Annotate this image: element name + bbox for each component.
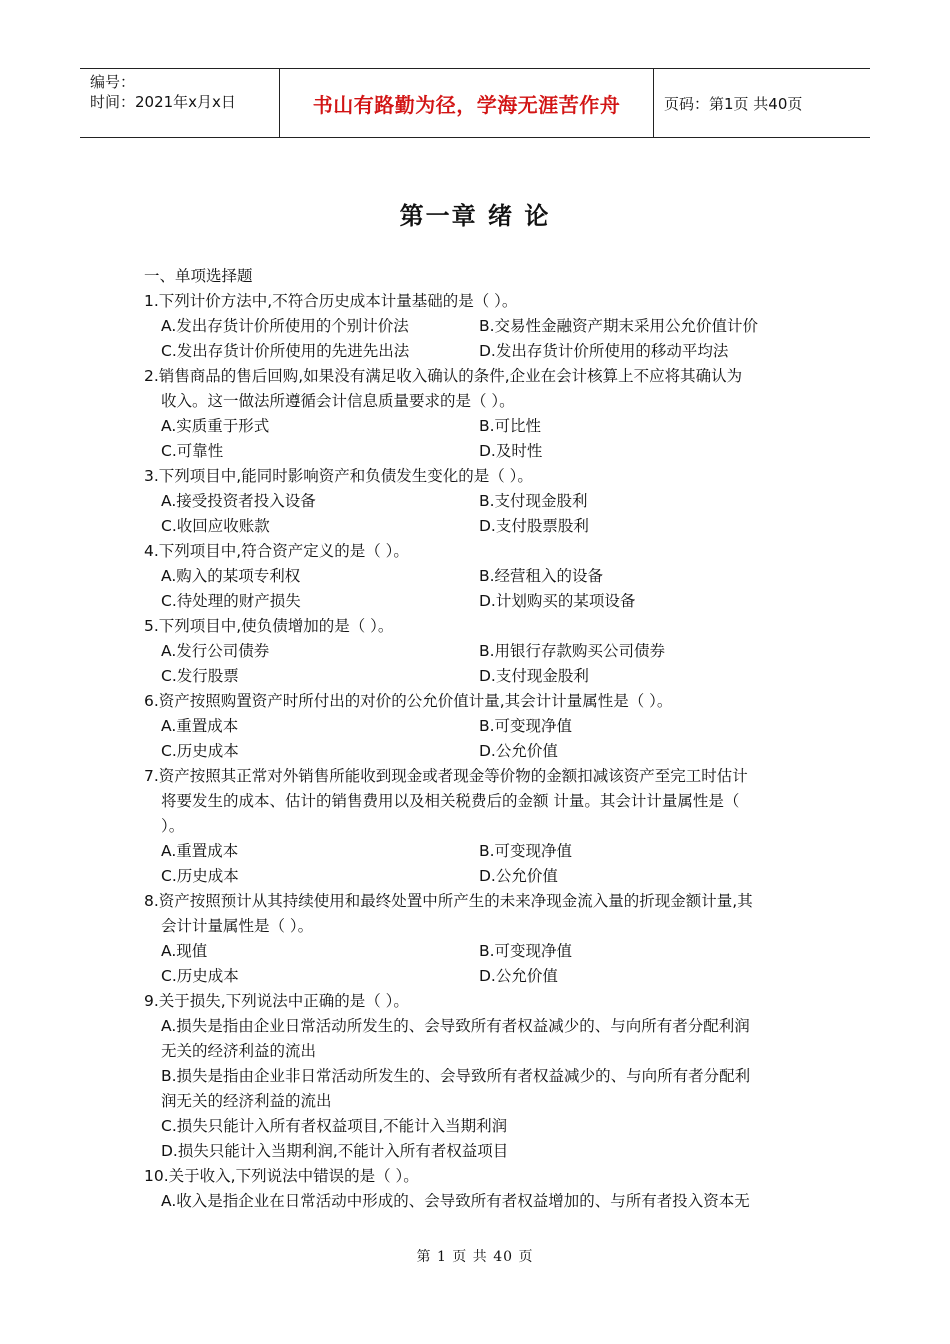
question-8: 8.资产按照预计从其持续使用和最终处置中所产生的未来净现金流入量的折现金额计量,其	[144, 892, 753, 910]
question-3: 3.下列项目中,能同时影响资产和负债发生变化的是（ ）。	[144, 467, 533, 485]
option-a: A.实质重于形式	[161, 417, 270, 435]
section-title: 一、单项选择题	[144, 267, 253, 285]
question-8-continued: 会计计量属性是（ ）。	[161, 917, 314, 935]
question-2-continued: 收入。这一做法所遵循会计信息质量要求的是（ ）。	[161, 392, 515, 410]
header-page-cell	[654, 69, 870, 137]
options-row	[140, 664, 820, 689]
option-b: B.可变现净值	[479, 942, 573, 960]
option-c: C.待处理的财产损失	[161, 592, 301, 610]
question-7-continued: 将要发生的成本、估计的销售费用以及相关税费后的金额 计量。其会计计量属性是（	[161, 792, 740, 810]
options-row	[140, 564, 820, 589]
page-info: 页码：第1页 共40页	[664, 94, 803, 113]
option-a: A.发行公司债券	[161, 642, 270, 660]
options-row	[140, 714, 820, 739]
option-a: A.重置成本	[161, 842, 239, 860]
option-a: A.接受投资者投入设备	[161, 492, 316, 510]
options-row	[140, 739, 820, 764]
option-c: C.历史成本	[161, 867, 239, 885]
header-motto-cell	[280, 69, 654, 137]
option-d: D.公允价值	[479, 742, 558, 760]
question-6: 6.资产按照购置资产时所付出的对价的公允价值计量,其会计计量属性是（ ）。	[144, 692, 673, 710]
option-c: C.损失只能计入所有者权益项目,不能计入当期利润	[161, 1117, 508, 1135]
date-label: 时间：2021年x月x日	[90, 93, 236, 111]
options-row	[140, 314, 820, 339]
option-b: B.损失是指由企业非日常活动所发生的、会导致所有者权益减少的、与向所有者分配利	[161, 1067, 751, 1085]
question-10: 10.关于收入,下列说法中错误的是（ ）。	[144, 1167, 419, 1185]
options-row	[140, 864, 820, 889]
options-row	[140, 839, 820, 864]
option-d: D.支付股票股利	[479, 517, 589, 535]
options-row	[140, 514, 820, 539]
option-d: D.计划购买的某项设备	[479, 592, 636, 610]
question-9: 9.关于损失,下列说法中正确的是（ ）。	[144, 992, 409, 1010]
option-d: D.损失只能计入当期利润,不能计入所有者权益项目	[161, 1142, 509, 1160]
options-row	[140, 964, 820, 989]
option-d: D.公允价值	[479, 867, 558, 885]
page-footer: 第 1 页 共 40 页	[416, 1249, 534, 1265]
chapter-title: 第一章 绪 论	[399, 201, 551, 230]
option-d: D.发出存货计价所使用的移动平均法	[479, 342, 729, 360]
options-row	[140, 339, 820, 364]
options-row	[140, 414, 820, 439]
options-row	[140, 439, 820, 464]
option-b-continued: 润无关的经济利益的流出	[161, 1092, 332, 1110]
option-b: B.支付现金股利	[479, 492, 588, 510]
option-b: B.经营租入的设备	[479, 567, 604, 585]
question-1: 1.下列计价方法中,不符合历史成本计量基础的是（ ）。	[144, 292, 518, 310]
options-row	[140, 489, 820, 514]
option-a: A.损失是指由企业日常活动所发生的、会导致所有者权益减少的、与向所有者分配利润	[161, 1017, 750, 1035]
option-a: A.购入的某项专利权	[161, 567, 301, 585]
question-7: 7.资产按照其正常对外销售所能收到现金或者现金等价物的金额扣减该资产至完工时估计	[144, 767, 748, 785]
option-a: A.重置成本	[161, 717, 239, 735]
option-d: D.支付现金股利	[479, 667, 589, 685]
options-row	[140, 639, 820, 664]
header-table	[80, 68, 870, 138]
question-7-continued: ）。	[161, 817, 185, 835]
option-a: A.现值	[161, 942, 208, 960]
option-c: C.发出存货计价所使用的先进先出法	[161, 342, 410, 360]
options-row	[140, 939, 820, 964]
question-4: 4.下列项目中,符合资产定义的是（ ）。	[144, 542, 409, 560]
options-row	[140, 589, 820, 614]
option-c: C.收回应收账款	[161, 517, 270, 535]
option-c: C.历史成本	[161, 967, 239, 985]
option-d: D.公允价值	[479, 967, 558, 985]
option-d: D.及时性	[479, 442, 543, 460]
option-b: B.用银行存款购买公司债券	[479, 642, 666, 660]
option-b: B.交易性金融资产期末采用公允价值计价	[479, 317, 759, 335]
option-c: C.发行股票	[161, 667, 239, 685]
option-a-continued: 无关的经济利益的流出	[161, 1042, 317, 1060]
option-b: B.可变现净值	[479, 717, 573, 735]
option-b: B.可变现净值	[479, 842, 573, 860]
question-content	[140, 264, 820, 1214]
option-b: B.可比性	[479, 417, 542, 435]
option-c: C.可靠性	[161, 442, 224, 460]
question-5: 5.下列项目中,使负债增加的是（ ）。	[144, 617, 394, 635]
number-label: 编号：	[90, 73, 136, 91]
header-left-cell	[80, 69, 280, 137]
motto-text: 书山有路勤为径，学海无涯苦作舟	[312, 92, 621, 117]
option-a: A.收入是指企业在日常活动中形成的、会导致所有者权益增加的、与所有者投入资本无	[161, 1192, 750, 1210]
option-a: A.发出存货计价所使用的个别计价法	[161, 317, 409, 335]
question-2: 2.销售商品的售后回购,如果没有满足收入确认的条件,企业在会计核算上不应将其确认为	[144, 367, 743, 385]
option-c: C.历史成本	[161, 742, 239, 760]
